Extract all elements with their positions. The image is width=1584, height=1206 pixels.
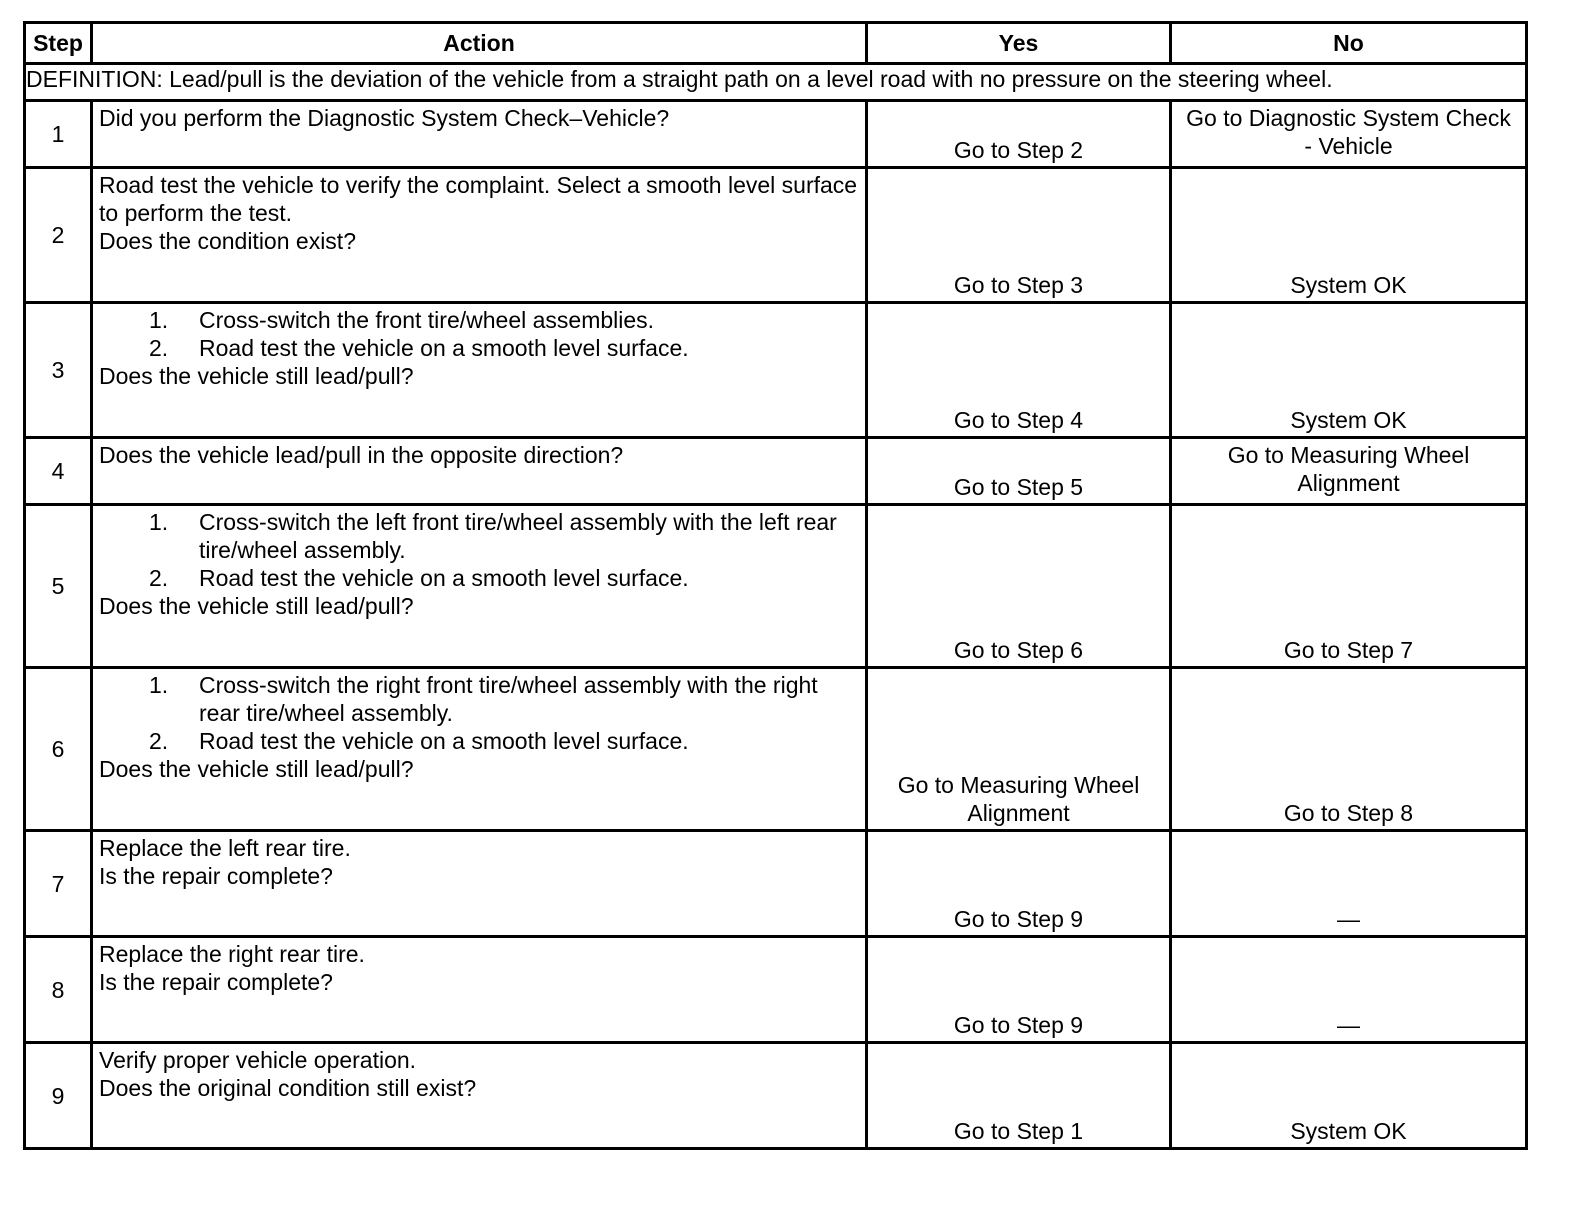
no-result: System OK <box>1290 407 1407 433</box>
table-row <box>25 668 1527 831</box>
definition-row <box>25 64 1527 101</box>
yes-cell <box>867 937 1171 1043</box>
table-row <box>25 505 1527 668</box>
substep-list <box>99 508 859 592</box>
action-text: Road test the vehicle to verify the complaint. Select a smooth level surface to perform the test. <box>99 172 858 226</box>
table-row <box>25 438 1527 505</box>
list-item <box>99 727 859 755</box>
step-number: 6 <box>25 668 92 831</box>
action-cell <box>92 303 867 438</box>
action-question: Does the vehicle still lead/pull? <box>99 363 414 389</box>
substep-text: Road test the vehicle on a smooth level surface. <box>199 565 689 591</box>
no-cell <box>1171 1043 1527 1149</box>
no-cell <box>1171 505 1527 668</box>
action-question: Is the repair complete? <box>99 969 333 995</box>
substep-number: 1. <box>149 307 169 333</box>
no-result: Go to Step 7 <box>1283 637 1414 663</box>
step-number: 3 <box>25 303 92 438</box>
table-row <box>25 303 1527 438</box>
yes-result: Go to Measuring Wheel Alignment <box>897 772 1140 826</box>
no-result: Go to Measuring Wheel Alignment <box>1227 442 1470 496</box>
substep-number: 1. <box>149 509 169 535</box>
no-result: System OK <box>1290 272 1407 298</box>
table-row <box>25 831 1527 937</box>
yes-cell <box>867 505 1171 668</box>
header-action: Action <box>92 23 867 64</box>
header-no: No <box>1171 23 1527 64</box>
no-cell <box>1171 303 1527 438</box>
action-text: Did you perform the Diagnostic System Check–Vehicle? <box>99 105 670 131</box>
action-question: Does the original condition still exist? <box>99 1075 477 1101</box>
no-result: — <box>1337 1012 1360 1038</box>
substep-list <box>99 306 859 362</box>
action-cell <box>92 1043 867 1149</box>
step-number: 9 <box>25 1043 92 1149</box>
no-cell <box>1171 438 1527 505</box>
list-item <box>99 306 859 334</box>
list-item <box>99 564 859 592</box>
list-item <box>99 671 859 727</box>
yes-cell <box>867 438 1171 505</box>
yes-result: Go to Step 5 <box>953 474 1084 500</box>
yes-cell <box>867 668 1171 831</box>
substep-text: Cross-switch the left front tire/wheel assembly with the left rear tire/wheel assembly. <box>199 509 837 563</box>
no-result: Go to Diagnostic System Check - Vehicle <box>1186 105 1511 159</box>
substep-number: 2. <box>149 335 169 361</box>
list-item <box>99 334 859 362</box>
step-number: 7 <box>25 831 92 937</box>
table-row <box>25 101 1527 168</box>
no-cell <box>1171 831 1527 937</box>
no-result: — <box>1337 906 1360 932</box>
no-cell <box>1171 937 1527 1043</box>
action-cell <box>92 831 867 937</box>
yes-result: Go to Step 9 <box>953 1012 1084 1038</box>
substep-number: 2. <box>149 565 169 591</box>
substep-list <box>99 671 859 755</box>
list-item <box>99 508 859 564</box>
header-row <box>25 23 1527 64</box>
no-cell <box>1171 668 1527 831</box>
action-question: Does the condition exist? <box>99 228 356 254</box>
yes-cell <box>867 1043 1171 1149</box>
yes-result: Go to Step 1 <box>953 1118 1084 1144</box>
substep-text: Cross-switch the right front tire/wheel assembly with the right rear tire/wheel assembly. <box>199 672 818 726</box>
action-text: Replace the left rear tire. <box>99 835 351 861</box>
yes-result: Go to Step 9 <box>953 906 1084 932</box>
diagnostic-table <box>23 21 1528 1150</box>
substep-text: Cross-switch the front tire/wheel assemblies. <box>199 307 655 333</box>
table-row <box>25 937 1527 1043</box>
action-question: Does the vehicle still lead/pull? <box>99 756 414 782</box>
yes-result: Go to Step 4 <box>953 407 1084 433</box>
action-cell <box>92 168 867 303</box>
substep-text: Road test the vehicle on a smooth level surface. <box>199 335 689 361</box>
step-number: 2 <box>25 168 92 303</box>
yes-result: Go to Step 3 <box>953 272 1084 298</box>
yes-cell <box>867 831 1171 937</box>
yes-result: Go to Step 2 <box>953 137 1084 163</box>
no-result: Go to Step 8 <box>1283 800 1414 826</box>
action-cell <box>92 505 867 668</box>
definition-text: DEFINITION: Lead/pull is the deviation of the vehicle from a straight path on a level road with no pressure on the steering wheel. <box>25 64 1527 101</box>
no-cell <box>1171 168 1527 303</box>
header-yes: Yes <box>867 23 1171 64</box>
substep-number: 1. <box>149 672 169 698</box>
action-cell <box>92 101 867 168</box>
header-step: Step <box>25 23 92 64</box>
substep-text: Road test the vehicle on a smooth level surface. <box>199 728 689 754</box>
action-text: Does the vehicle lead/pull in the opposite direction? <box>99 442 624 468</box>
step-number: 1 <box>25 101 92 168</box>
step-number: 5 <box>25 505 92 668</box>
substep-number: 2. <box>149 728 169 754</box>
action-cell <box>92 438 867 505</box>
action-text: Replace the right rear tire. <box>99 941 365 967</box>
yes-cell <box>867 303 1171 438</box>
step-number: 4 <box>25 438 92 505</box>
yes-cell <box>867 101 1171 168</box>
action-text: Verify proper vehicle operation. <box>99 1047 417 1073</box>
action-cell <box>92 937 867 1043</box>
yes-result: Go to Step 6 <box>953 637 1084 663</box>
table-row <box>25 168 1527 303</box>
no-result: System OK <box>1290 1118 1407 1144</box>
yes-cell <box>867 168 1171 303</box>
step-number: 8 <box>25 937 92 1043</box>
action-question: Is the repair complete? <box>99 863 333 889</box>
action-cell <box>92 668 867 831</box>
no-cell <box>1171 101 1527 168</box>
table-row <box>25 1043 1527 1149</box>
action-question: Does the vehicle still lead/pull? <box>99 593 414 619</box>
